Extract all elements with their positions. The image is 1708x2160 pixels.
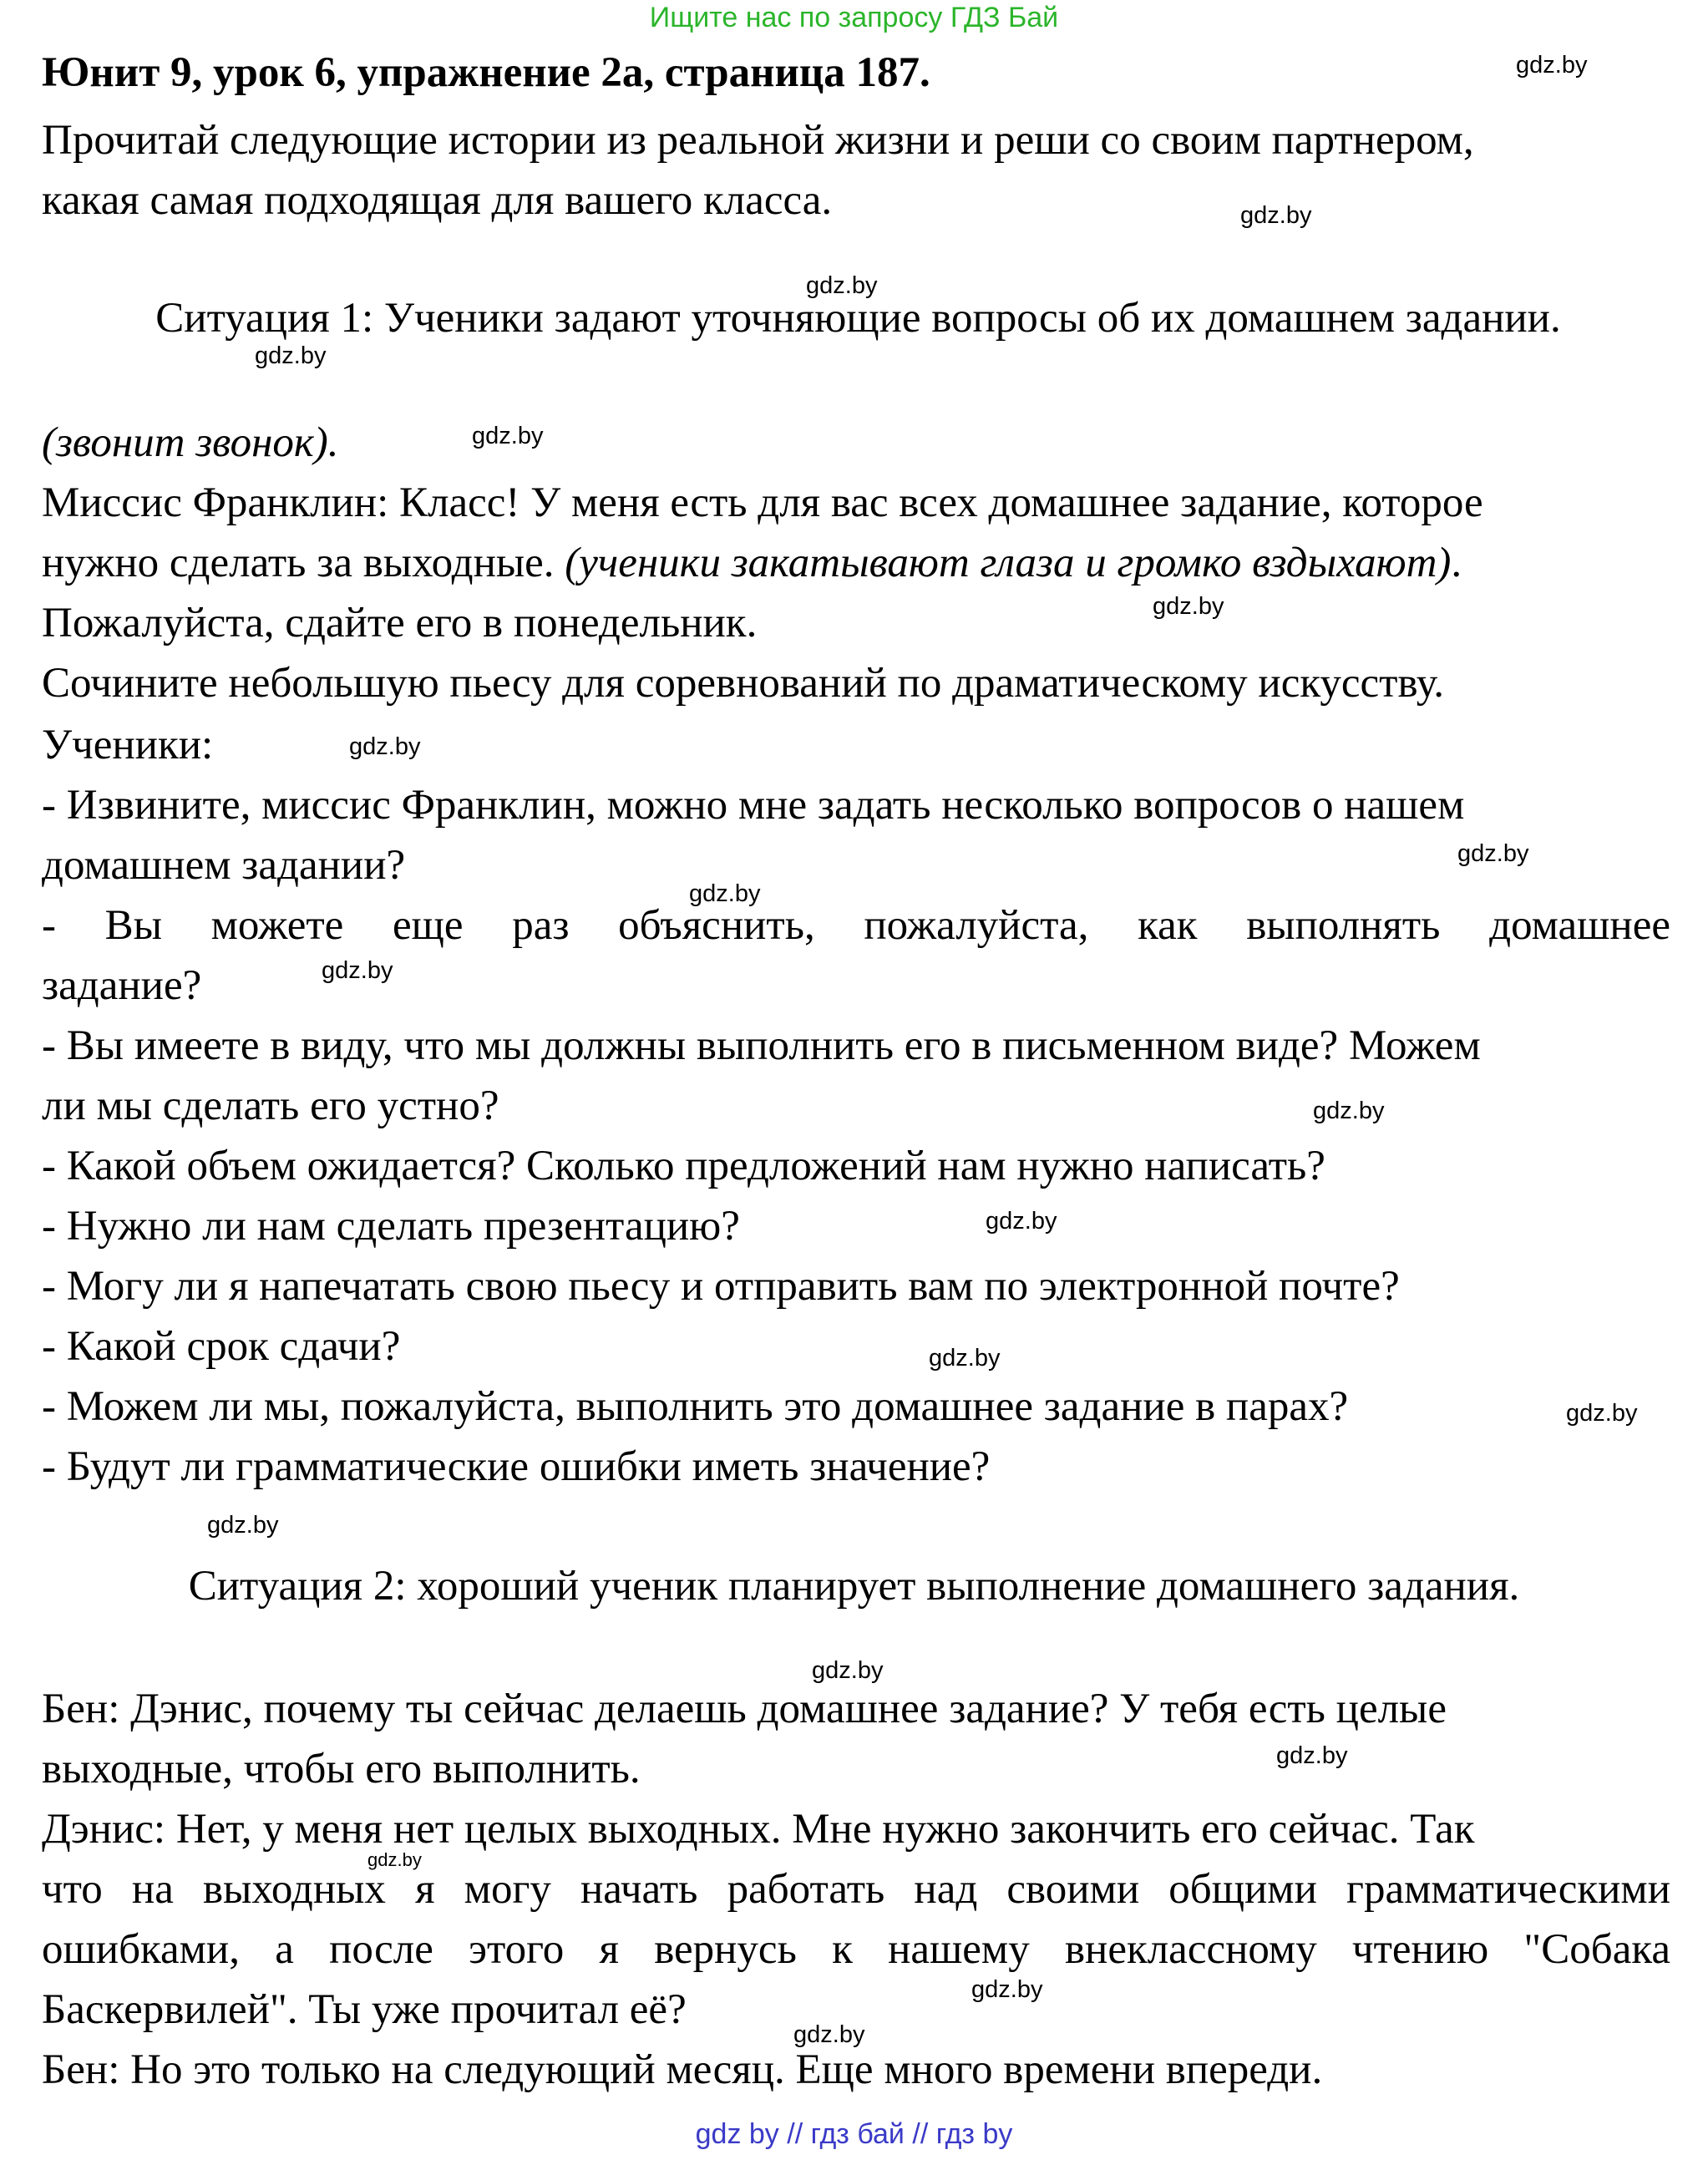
- franklin-line-1: Миссис Франклин: Класс! У меня есть для вас всех домашнее задание, которое: [42, 479, 1483, 526]
- students-label: Ученики:: [42, 722, 214, 768]
- franklin-line-2-period: .: [1451, 540, 1462, 586]
- franklin-line-4: Сочините небольшую пьесу для соревнований по драматическому искусству.: [42, 660, 1444, 707]
- watermark: gdz.by: [255, 342, 327, 369]
- watermark: gdz.by: [812, 1657, 884, 1684]
- question-1-line-1: - Извините, миссис Франклин, можно мне задать несколько вопросов о нашем: [42, 782, 1465, 829]
- watermark: gdz.by: [1276, 1742, 1348, 1769]
- denis-line-1: Дэнис: Нет, у меня нет целых выходных. Мне нужно закончить его сейчас. Так: [42, 1806, 1475, 1853]
- watermark: gdz.by: [793, 2021, 865, 2048]
- ben-line-2: выходные, чтобы его выполнить.: [42, 1746, 641, 1792]
- question-5: - Нужно ли нам сделать презентацию?: [42, 1203, 740, 1250]
- watermark: gdz.by: [1313, 1098, 1385, 1124]
- watermark: gdz.by: [971, 1976, 1043, 2003]
- franklin-line-2: [42, 538, 1462, 588]
- watermark: gdz.by: [1240, 202, 1312, 229]
- question-2-line-1: - Вы можете еще раз объяснить, пожалуйста, как выполнять домашнее: [42, 902, 1670, 949]
- watermark: gdz.by: [322, 957, 393, 984]
- watermark: gdz.by: [1457, 840, 1529, 867]
- watermark: gdz.by: [1153, 593, 1224, 620]
- watermark: gdz.by: [207, 1512, 279, 1539]
- watermark: gdz.by: [472, 423, 544, 449]
- franklin-line-2-text: нужно сделать за выходные.: [42, 540, 565, 586]
- denis-line-4: Баскервилей". Ты уже прочитал её?: [42, 1986, 687, 2033]
- ben-line-1: Бен: Дэнис, почему ты сейчас делаешь домашнее задание? У тебя есть целые: [42, 1686, 1447, 1732]
- ben-reply: Бен: Но это только на следующий месяц. Еще много времени впереди.: [42, 2046, 1323, 2093]
- intro-line-2: какая самая подходящая для вашего класса.: [42, 177, 833, 224]
- situation-1-heading: Ситуация 1: Ученики задают уточняющие вопросы об их домашнем задании.: [155, 295, 1561, 342]
- denis-line-2: что на выходных я могу начать работать над своими общими грамматическими: [42, 1866, 1670, 1913]
- watermark: gdz.by: [986, 1208, 1057, 1235]
- question-3-line-2: ли мы сделать его устно?: [42, 1083, 499, 1129]
- situation-2-heading: Ситуация 2: хороший ученик планирует выполнение домашнего задания.: [188, 1563, 1520, 1610]
- question-3-line-1: - Вы имеете в виду, что мы должны выполнить его в письменном виде? Можем: [42, 1022, 1481, 1069]
- stage-direction-text: (звонит звонок).: [42, 419, 339, 466]
- question-6: - Могу ли я напечатать свою пьесу и отправить вам по электронной почте?: [42, 1263, 1400, 1310]
- watermark: gdz.by: [689, 880, 761, 907]
- intro-line-1: Прочитай следующие истории из реальной жизни и реши со своим партнером,: [42, 117, 1474, 164]
- watermark: gdz.by: [349, 733, 421, 760]
- question-1-line-2: домашнем задании?: [42, 842, 406, 889]
- franklin-stage-direction: (ученики закатывают глаза и громко вздыхают): [565, 540, 1452, 586]
- site-banner[interactable]: Ищите нас по запросу ГДЗ Бай: [649, 2, 1059, 33]
- watermark: gdz.by: [367, 1849, 422, 1870]
- stage-direction: [42, 418, 338, 468]
- question-7: - Какой срок сдачи?: [42, 1323, 401, 1370]
- question-8: - Можем ли мы, пожалуйста, выполнить это домашнее задание в парах?: [42, 1383, 1349, 1430]
- page-title: Юнит 9, урок 6, упражнение 2а, страница 187.: [42, 49, 930, 96]
- watermark: gdz.by: [1516, 52, 1588, 79]
- watermark: gdz.by: [806, 272, 878, 299]
- watermark: gdz.by: [1566, 1400, 1638, 1427]
- denis-line-3: ошибками, а после этого я вернусь к нашему внеклассному чтению "Собака: [42, 1926, 1670, 1973]
- question-2-line-2: задание?: [42, 962, 202, 1009]
- footer-links[interactable]: gdz by // гдз бай // гдз by: [695, 2118, 1013, 2150]
- watermark: gdz.by: [929, 1345, 1001, 1372]
- question-4: - Какой объем ожидается? Сколько предложений нам нужно написать?: [42, 1143, 1325, 1189]
- question-9: - Будут ли грамматические ошибки иметь значение?: [42, 1443, 991, 1490]
- franklin-line-3: Пожалуйста, сдайте его в понедельник.: [42, 600, 758, 646]
